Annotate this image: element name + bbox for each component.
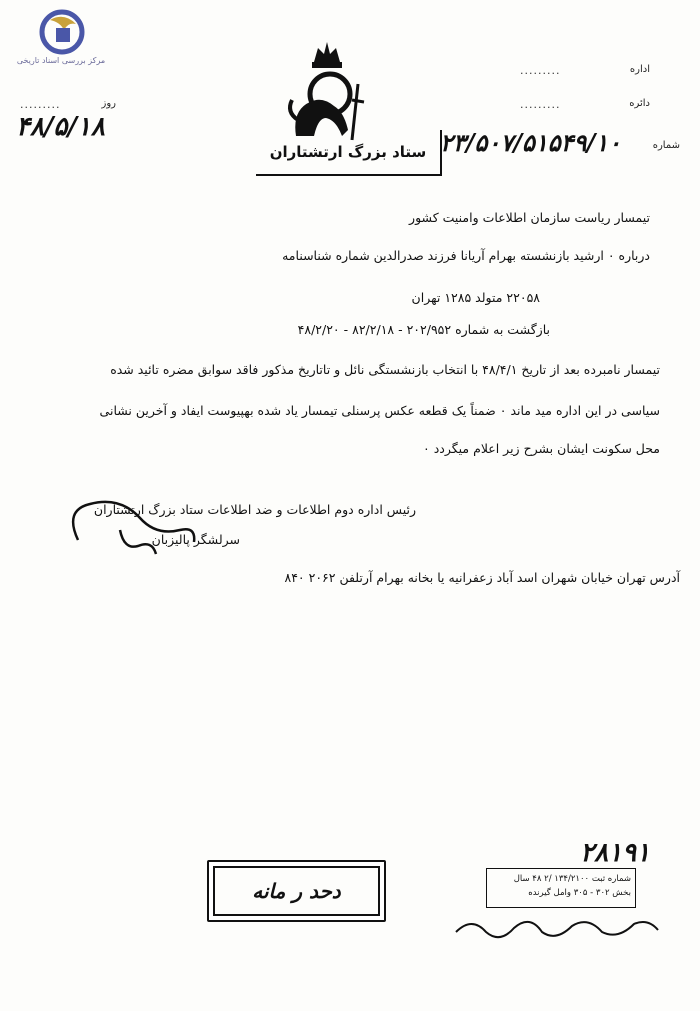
signature-mark [60, 490, 210, 570]
body-line-1: تیمسار نامبرده بعد از تاریخ ۴۸/۴/۱ با انتخاب بازنشستگی نائل و تاتاریخ مذکور فاقد سوابق مضره تائید شده [110, 362, 660, 377]
footer-initials-mark [452, 910, 662, 946]
archive-caption: مرکز بررسی اسناد تاریخی [16, 56, 106, 65]
body-line-2: سیاسی در این اداره مید ماند ۰ ضمناً یک قطعه عکس پرسنلی تیمسار یاد شده بهپیوست ایفاد و آخرین نشانی [99, 403, 660, 418]
body-line-3: محل سکونت ایشان بشرح زیر اعلام میگردد ۰ [423, 441, 660, 456]
subject-line-1: درباره ۰ ارشید بازنشسته بهرام آریانا فرزند صدرالدین شماره شناسنامه [282, 248, 650, 263]
office-dots: ......... [520, 64, 561, 77]
day-label: روز [101, 98, 116, 109]
address-line: آدرس تهران خیابان شهران اسد آباد زعفرانیه یا بخانه بهرام آرتلفن ۲۰۶۲ ۸۴۰ [284, 570, 680, 585]
number-label: شماره [652, 140, 680, 151]
office-label: اداره [629, 64, 650, 75]
agency-name: ستاد بزرگ ارتشتاران [256, 130, 442, 176]
registration-line-2: بخش ۳۰۲ - ۳۰۵ وامل گیرنده [528, 888, 631, 898]
signatory-title: رئیس اداره دوم اطلاعات و ضد اطلاعات ستاد بزرگ ارتشتاران [93, 502, 416, 517]
signatory-name: سرلشگر پالیزبان [151, 532, 240, 547]
day-dots: ......... [20, 98, 61, 111]
recipient-line: تیمسار ریاست سازمان اطلاعات وامنیت کشور [409, 210, 650, 225]
handwritten-footer-number: ۲۸۱۹۱ [580, 838, 650, 868]
registration-line-1: شماره ثبت ۱۳۴/۲۱۰۰ /۲ ۴۸ سال [513, 874, 631, 884]
department-label: دائره [629, 98, 650, 109]
handwritten-date: ۴۸/۵/۱۸ [16, 112, 105, 142]
subject-line-2: ۲۲۰۵۸ متولد ۱۲۸۵ تهران [411, 290, 540, 305]
department-dots: ......... [520, 98, 561, 111]
letter-number: ۲۳/۵۰۷/۵۱۵۴۹/۱۰ [440, 128, 621, 157]
archive-stamp: دحد ر مانه [207, 860, 386, 922]
registration-stamp [486, 868, 636, 908]
reference-line: بازگشت به شماره ۲۰۲/۹۵۲ - ۸۲/۲/۱۸ - ۴۸/۲/۲۰ [297, 322, 550, 337]
